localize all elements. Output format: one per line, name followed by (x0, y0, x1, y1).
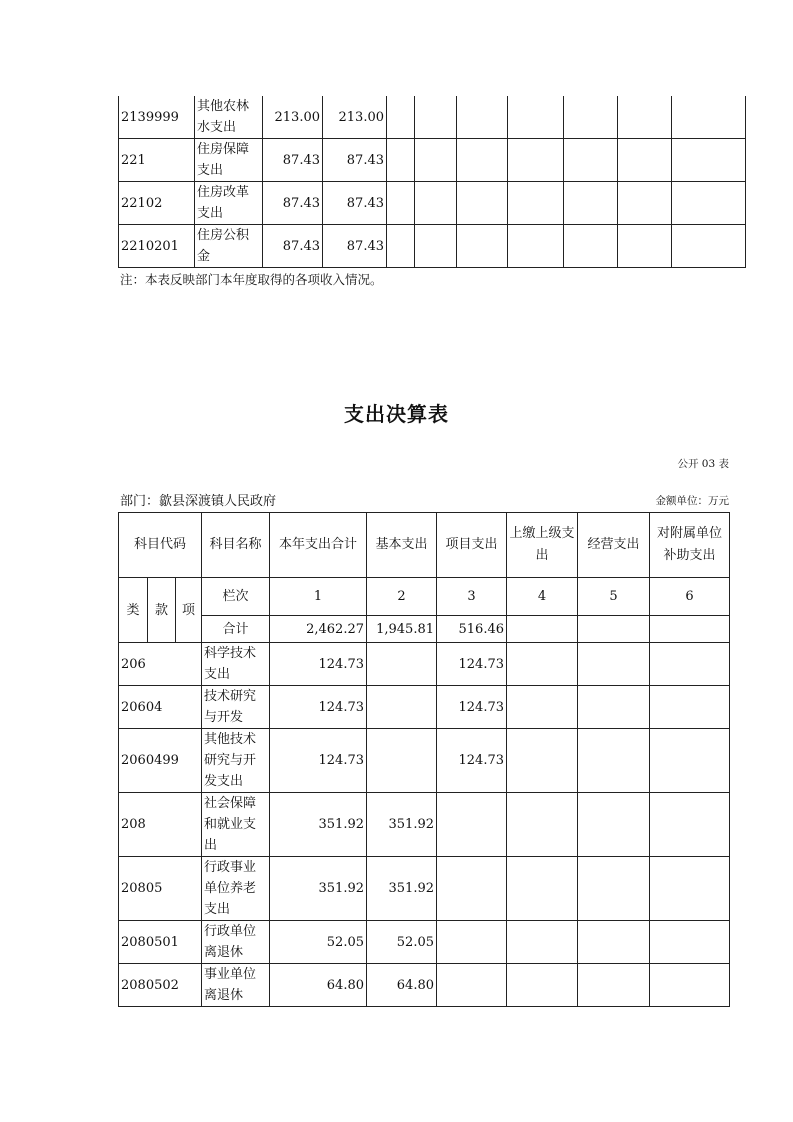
cell-project: 124.73 (437, 686, 507, 729)
cell-empty (650, 964, 730, 1007)
cell-empty (578, 964, 650, 1007)
cell-code: 206 (119, 643, 202, 686)
cell-empty (507, 921, 578, 964)
cell-v1: 87.43 (263, 182, 323, 225)
col-index-6: 6 (650, 578, 730, 616)
column-index-row (119, 578, 730, 616)
cell-empty (507, 643, 578, 686)
cell-empty (507, 964, 578, 1007)
cell-v1: 213.00 (263, 96, 323, 139)
header-lei: 类 (119, 578, 148, 643)
cell-empty (672, 225, 746, 268)
cell-project (437, 857, 507, 921)
page-title: 支出决算表 (344, 402, 449, 426)
cell-empty (578, 686, 650, 729)
cell-total: 351.92 (270, 857, 367, 921)
cell-name: 技术研究与开发 (202, 686, 270, 729)
cell-empty (618, 96, 672, 139)
amount-unit: 金额单位：万元 (655, 495, 729, 507)
cell-empty (578, 857, 650, 921)
cell-empty (457, 139, 508, 182)
col-index-5: 5 (578, 578, 650, 616)
table-row (119, 139, 746, 182)
cell-empty (387, 139, 415, 182)
cell-empty (507, 793, 578, 857)
sum-project: 516.46 (437, 616, 507, 643)
department-label: 部门：歙县深渡镇人民政府 (120, 494, 277, 509)
table-row (119, 857, 730, 921)
cell-empty (672, 139, 746, 182)
cell-basic: 64.80 (367, 964, 437, 1007)
cell-name: 事业单位离退休 (202, 964, 270, 1007)
table-row (119, 793, 730, 857)
cell-empty (578, 643, 650, 686)
cell-empty (507, 686, 578, 729)
cell-code: 2080501 (119, 921, 202, 964)
cell-total: 124.73 (270, 686, 367, 729)
header-upper: 上缴上级支出 (507, 513, 578, 578)
cell-name: 其他技术研究与开发支出 (202, 729, 270, 793)
cell-empty (507, 729, 578, 793)
table-row (119, 96, 746, 139)
cell-v1: 87.43 (263, 225, 323, 268)
sum-basic: 1,945.81 (367, 616, 437, 643)
cell-empty (578, 921, 650, 964)
income-table-continued (118, 96, 746, 268)
sum-total: 2,462.27 (270, 616, 367, 643)
cell-basic: 52.05 (367, 921, 437, 964)
table-row (119, 964, 730, 1007)
cell-code: 22102 (119, 182, 195, 225)
cell-total: 52.05 (270, 921, 367, 964)
sum-label: 合计 (202, 616, 270, 643)
cell-empty (650, 686, 730, 729)
cell-empty (672, 182, 746, 225)
cell-code: 20604 (119, 686, 202, 729)
cell-empty (650, 729, 730, 793)
sum-row (119, 616, 730, 643)
cell-v2: 87.43 (323, 139, 387, 182)
cell-empty (387, 96, 415, 139)
cell-total: 124.73 (270, 643, 367, 686)
cell-code: 221 (119, 139, 195, 182)
table-row (119, 686, 730, 729)
cell-empty (672, 96, 746, 139)
cell-empty (650, 793, 730, 857)
cell-empty (618, 139, 672, 182)
table-note: 注：本表反映部门本年度取得的各项收入情况。 (120, 272, 383, 287)
cell-empty (387, 182, 415, 225)
cell-empty (650, 643, 730, 686)
cell-code: 20805 (119, 857, 202, 921)
cell-basic (367, 643, 437, 686)
col-index-1: 1 (270, 578, 367, 616)
header-kuan: 款 (148, 578, 176, 643)
cell-project: 124.73 (437, 729, 507, 793)
header-basic: 基本支出 (367, 513, 437, 578)
cell-empty (387, 225, 415, 268)
col-index-4: 4 (507, 578, 578, 616)
cell-code: 208 (119, 793, 202, 857)
cell-project (437, 793, 507, 857)
cell-code: 2210201 (119, 225, 195, 268)
cell-name: 其他农林水支出 (195, 96, 263, 139)
cell-empty (508, 96, 564, 139)
cell-name: 住房公积金 (195, 225, 263, 268)
cell-total: 124.73 (270, 729, 367, 793)
cell-name: 行政单位离退休 (202, 921, 270, 964)
cell-basic (367, 686, 437, 729)
header-code: 科目代码 (119, 513, 202, 578)
cell-empty (508, 182, 564, 225)
header-row (119, 513, 730, 578)
cell-empty (507, 857, 578, 921)
cell-project: 124.73 (437, 643, 507, 686)
expenditure-table (118, 512, 730, 1007)
header-business: 经营支出 (578, 513, 650, 578)
cell-code: 2080502 (119, 964, 202, 1007)
cell-empty (564, 182, 618, 225)
cell-empty (650, 921, 730, 964)
table-row (119, 182, 746, 225)
cell-empty (564, 96, 618, 139)
cell-code: 2060499 (119, 729, 202, 793)
cell-empty (618, 182, 672, 225)
cell-empty (508, 225, 564, 268)
cell-basic: 351.92 (367, 857, 437, 921)
cell-empty (457, 182, 508, 225)
cell-empty (415, 96, 457, 139)
col-index-3: 3 (437, 578, 507, 616)
header-total: 本年支出合计 (270, 513, 367, 578)
cell-v1: 87.43 (263, 139, 323, 182)
cell-empty (578, 793, 650, 857)
cell-empty (578, 729, 650, 793)
cell-basic: 351.92 (367, 793, 437, 857)
cell-project (437, 964, 507, 1007)
cell-empty (415, 182, 457, 225)
cell-total: 64.80 (270, 964, 367, 1007)
cell-code: 2139999 (119, 96, 195, 139)
cell-v2: 87.43 (323, 182, 387, 225)
table-row (119, 643, 730, 686)
form-number: 公开 03 表 (677, 458, 729, 470)
table-row (119, 921, 730, 964)
cell-empty (564, 139, 618, 182)
cell-basic (367, 729, 437, 793)
cell-empty (564, 225, 618, 268)
cell-empty (415, 225, 457, 268)
cell-name: 行政事业单位养老支出 (202, 857, 270, 921)
cell-v2: 87.43 (323, 225, 387, 268)
cell-empty (508, 139, 564, 182)
header-name: 科目名称 (202, 513, 270, 578)
cell-name: 住房改革支出 (195, 182, 263, 225)
header-xiang: 项 (176, 578, 202, 643)
table-row (119, 225, 746, 268)
cell-total: 351.92 (270, 793, 367, 857)
cell-project (437, 921, 507, 964)
cell-empty (618, 225, 672, 268)
header-project: 项目支出 (437, 513, 507, 578)
cell-empty (457, 225, 508, 268)
cell-empty (650, 857, 730, 921)
header-subsidy: 对附属单位补助支出 (650, 513, 730, 578)
cell-empty (457, 96, 508, 139)
cell-v2: 213.00 (323, 96, 387, 139)
header-lanci: 栏次 (202, 578, 270, 616)
cell-name: 住房保障支出 (195, 139, 263, 182)
col-index-2: 2 (367, 578, 437, 616)
cell-empty (415, 139, 457, 182)
cell-name: 科学技术支出 (202, 643, 270, 686)
table-row (119, 729, 730, 793)
cell-name: 社会保障和就业支出 (202, 793, 270, 857)
